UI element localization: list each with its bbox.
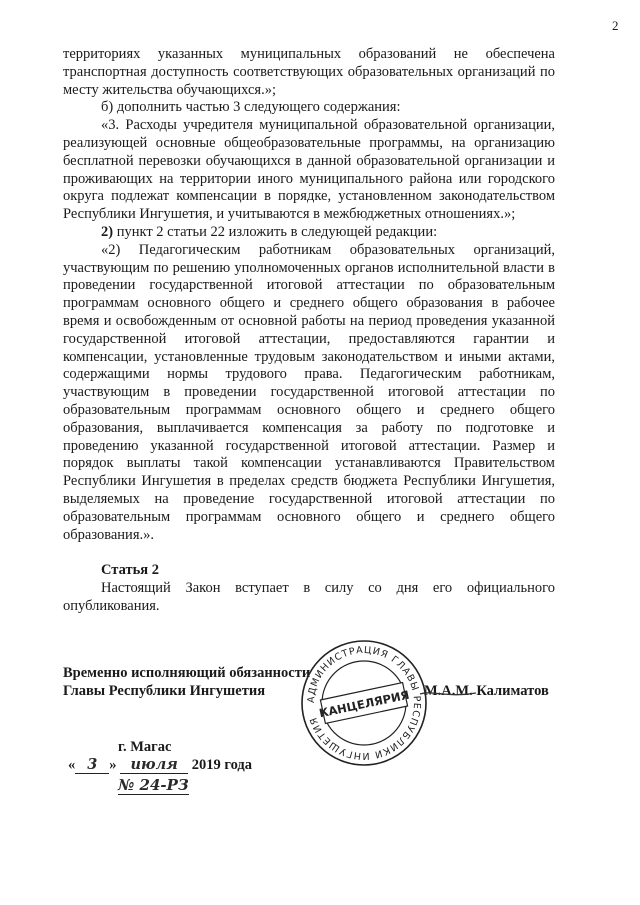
city: г. Магас — [118, 739, 172, 755]
document-body — [63, 46, 555, 616]
signatory-title-line2: Главы Республики Ингушетия — [63, 683, 266, 699]
paragraph: Настоящий Закон вступает в силу со дня его официального опубликования. — [63, 580, 555, 614]
page-number: 2 — [612, 18, 619, 33]
date-year: 2019 года — [191, 757, 253, 773]
paragraph: «2) Педагогическим работникам образовательных организаций, участвующим по решению уполномоченных органов исполнительной власти в проведении государственной итоговой аттестации по образовательным программам основного общего и среднего общего образования в рабочее время и освобожденным от основной работы на период проведения указанной государственной итоговой аттестации, предоставляются гарантии и компенсации, установленные трудовым законодательством и иными актами, содержащими нормы трудового права. Педагогическим работникам, участвующим в проведении государственной итоговой аттестации по образовательным программам основного общего и среднего общего образования, выплачивается компенсация за работу по подготовке и проведению указанной государственной итоговой аттестации. Размер и порядок выплаты такой компенсации устанавливаются Правительством Республики Ингушетия в пределах средств бюджета Республики Ингушетия, выделяемых на проведение государственной итоговой аттестации по образовательным программам основного общего и среднего общего образования.». — [63, 241, 555, 543]
paragraph — [63, 224, 555, 242]
law-number: № 24-РЗ — [118, 776, 189, 794]
paragraph: территориях указанных муниципальных образований не обеспечена транспортная доступность соответствующих образовательных организаций по месту жительства обучающихся.»; — [63, 46, 555, 98]
item-number: 2) — [101, 223, 114, 240]
item-text: пункт 2 статьи 22 изложить в следующей редакции: — [113, 223, 438, 240]
seal-center-text: КАНЦЕЛЯРИЯ — [317, 687, 411, 721]
signatory-title-line1: Временно исполняющий обязанности — [63, 665, 311, 681]
paragraph: «3. Расходы учредителя муниципальной образовательной организации, реализующей основные общеобразовательные программы, на организацию бесплатной перевозки обучающихся в данной образовательной организации и проживающих на территории иного муниципального района или городского округа подлежат компенсации в порядке, установленном законодательством Республики Ингушетия, и учитываются в межбюджетных отношениях.»; — [63, 117, 555, 223]
article-title: Статья 2 — [101, 562, 159, 579]
official-seal — [298, 637, 430, 769]
seal-ring-text: АДМИНИСТРАЦИЯ ГЛАВЫ РЕСПУБЛИКИ ИНГУШЕТИЯ — [305, 644, 423, 762]
date-day: 3 — [75, 756, 109, 774]
signatory-name: М.А.М. Калиматов — [424, 683, 549, 699]
paragraph: б) дополнить частью 3 следующего содержания: — [101, 99, 401, 116]
date-line: « 3 » июля 2019 года — [68, 756, 253, 773]
date-month: июля — [120, 756, 188, 774]
